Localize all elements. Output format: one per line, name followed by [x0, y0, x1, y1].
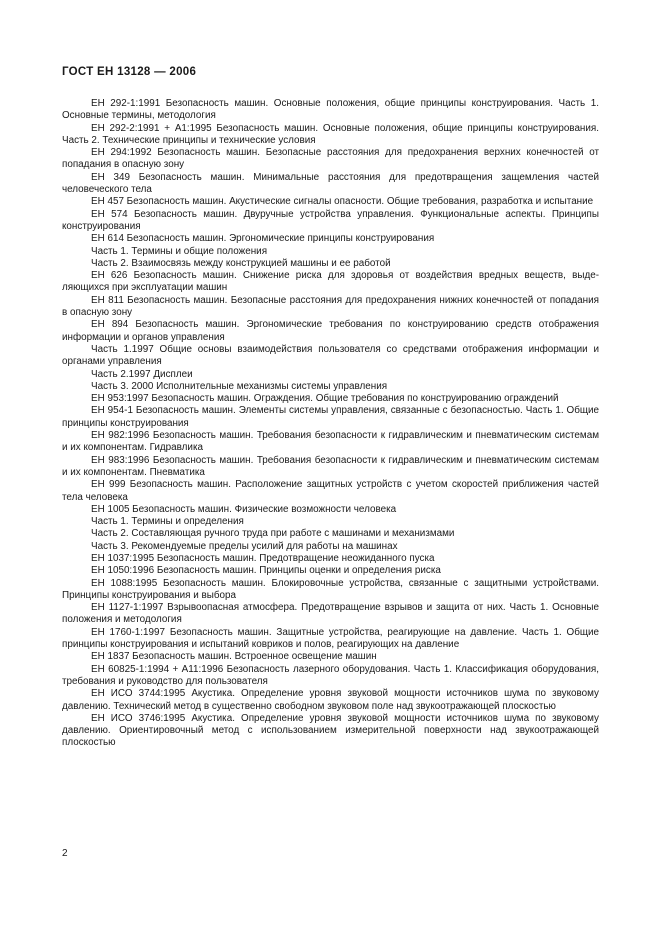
- reference-item: ЕН 294:1992 Безопасность машин. Безопасные расстояния для предохранения верхних конечностей от попадания в опасную зону: [62, 147, 599, 171]
- reference-item: ЕН 954-1 Безопасность машин. Элементы системы управления, связанные с безопасностью. Часть 1. Общие принципы конструирования: [62, 405, 599, 429]
- reference-item: ЕН 1760-1:1997 Безопасность машин. Защитные устройства, реагирующие на давление. Часть 1. Общие принципы конструирования и испытаний ковриков и полов, реагирующих на давление: [62, 626, 599, 651]
- reference-item: ЕН ИСО 3744:1995 Акустика. Определение уровня звуковой мощности источников шума по звуковому давлению. Технический метод в существенно свободном звуковом поле над звукоотражающей плоскостью: [62, 688, 599, 712]
- reference-item: ЕН 1005 Безопасность машин. Физические возможности человека: [91, 503, 397, 515]
- reference-subitem: Часть 1. Термины и определения: [91, 516, 244, 528]
- reference-subitem: Часть 1.1997 Общие основы взаимодействия пользователя со средствами отображения информации и органами управления: [62, 343, 599, 368]
- page-number: 2: [62, 848, 68, 859]
- reference-item: ЕН 574 Безопасность машин. Двуручные устройства управления. Функциональные аспекты. Принципы конструирования: [62, 208, 599, 232]
- reference-item: ЕН 1837 Безопасность машин. Встроенное освещение машин: [91, 651, 377, 663]
- reference-item: ЕН 982:1996 Безопасность машин. Требования безопасности к гидравлическим и пневматическим системам и их компонентам. Гидравлика: [62, 430, 599, 454]
- reference-item: ЕН 1088:1995 Безопасность машин. Блокировочные устройства, связанные с защитными устройствами. Принципы конструирования и выбора: [62, 577, 599, 601]
- reference-item: ЕН 614 Безопасность машин. Эргономические принципы конструирования: [91, 233, 435, 245]
- reference-item: ЕН 457 Безопасность машин. Акустические сигналы опасности. Общие требования, разработка и испытание: [91, 196, 594, 208]
- reference-item: ЕН 999 Безопасность машин. Расположение защитных устройств с учетом скоростей приближения частей тела человека: [62, 479, 599, 503]
- reference-subitem: Часть 3. Рекомендуемые пределы усилий для работы на машинах: [91, 540, 398, 552]
- reference-item: ЕН 983:1996 Безопасность машин. Требования безопасности к гидравлическим и пневматическим системам и их компонентам. Пневматика: [62, 454, 599, 478]
- reference-item: ЕН 292-2:1991 + A1:1995 Безопасность машин. Основные положения, общие принципы конструирования. Часть 2. Технические принципы и технические условия: [62, 122, 599, 146]
- reference-item: ЕН 953:1997 Безопасность машин. Ограждения. Общие требования по конструированию ограждений: [91, 393, 559, 405]
- reference-item: ЕН 1037:1995 Безопасность машин. Предотвращение неожиданного пуска: [91, 552, 435, 564]
- references-list: [62, 98, 599, 750]
- reference-item: ЕН 894 Безопасность машин. Эргономические требования по конструированию средств отображения информации и органов управления: [62, 319, 599, 343]
- reference-item: ЕН 349 Безопасность машин. Минимальные расстояния для предотвращения защемления частей человеческого тела: [62, 171, 599, 196]
- reference-item: ЕН 60825-1:1994 + A11:1996 Безопасность лазерного оборудования. Часть 1. Классификация оборудования, требования и руководство для пользователя: [62, 663, 599, 687]
- reference-item: ЕН 1050:1996 Безопасность машин. Принципы оценки и определения риска: [91, 565, 441, 577]
- reference-subitem: Часть 2. Взаимосвязь между конструкцией машины и ее работой: [91, 257, 391, 269]
- reference-item: ЕН 626 Безопасность машин. Снижение риска для здоровья от воздействия вредных веществ, выделяющихся при эксплуатации машин: [62, 270, 599, 294]
- reference-item: ЕН 1127-1:1997 Взрывоопасная атмосфера. Предотвращение взрывов и защита от них. Часть 1. Основные положения и методология: [62, 602, 599, 626]
- reference-subitem: Часть 3. 2000 Исполнительные механизмы системы управления: [91, 380, 388, 392]
- reference-item: ЕН 811 Безопасность машин. Безопасные расстояния для предохранения нижних конечностей от попадания в опасную зону: [62, 294, 599, 319]
- page-header: ГОСТ ЕН 13128 — 2006: [62, 66, 197, 78]
- reference-item: ЕН 292-1:1991 Безопасность машин. Основные положения, общие принципы конструирования. Часть 1. Основные термины, методология: [62, 98, 599, 122]
- reference-subitem: Часть 2. Составляющая ручного труда при работе с машинами и механизмами: [91, 528, 455, 540]
- reference-subitem: Часть 2.1997 Дисплеи: [91, 368, 193, 380]
- reference-item: ЕН ИСО 3746:1995 Акустика. Определение уровня звуковой мощности источников шума по звуковому давлению. Ориентировочный метод с использованием измерительной поверхности над звукоотражающей плоскостью: [62, 712, 599, 749]
- reference-subitem: Часть 1. Термины и общие положения: [91, 245, 268, 257]
